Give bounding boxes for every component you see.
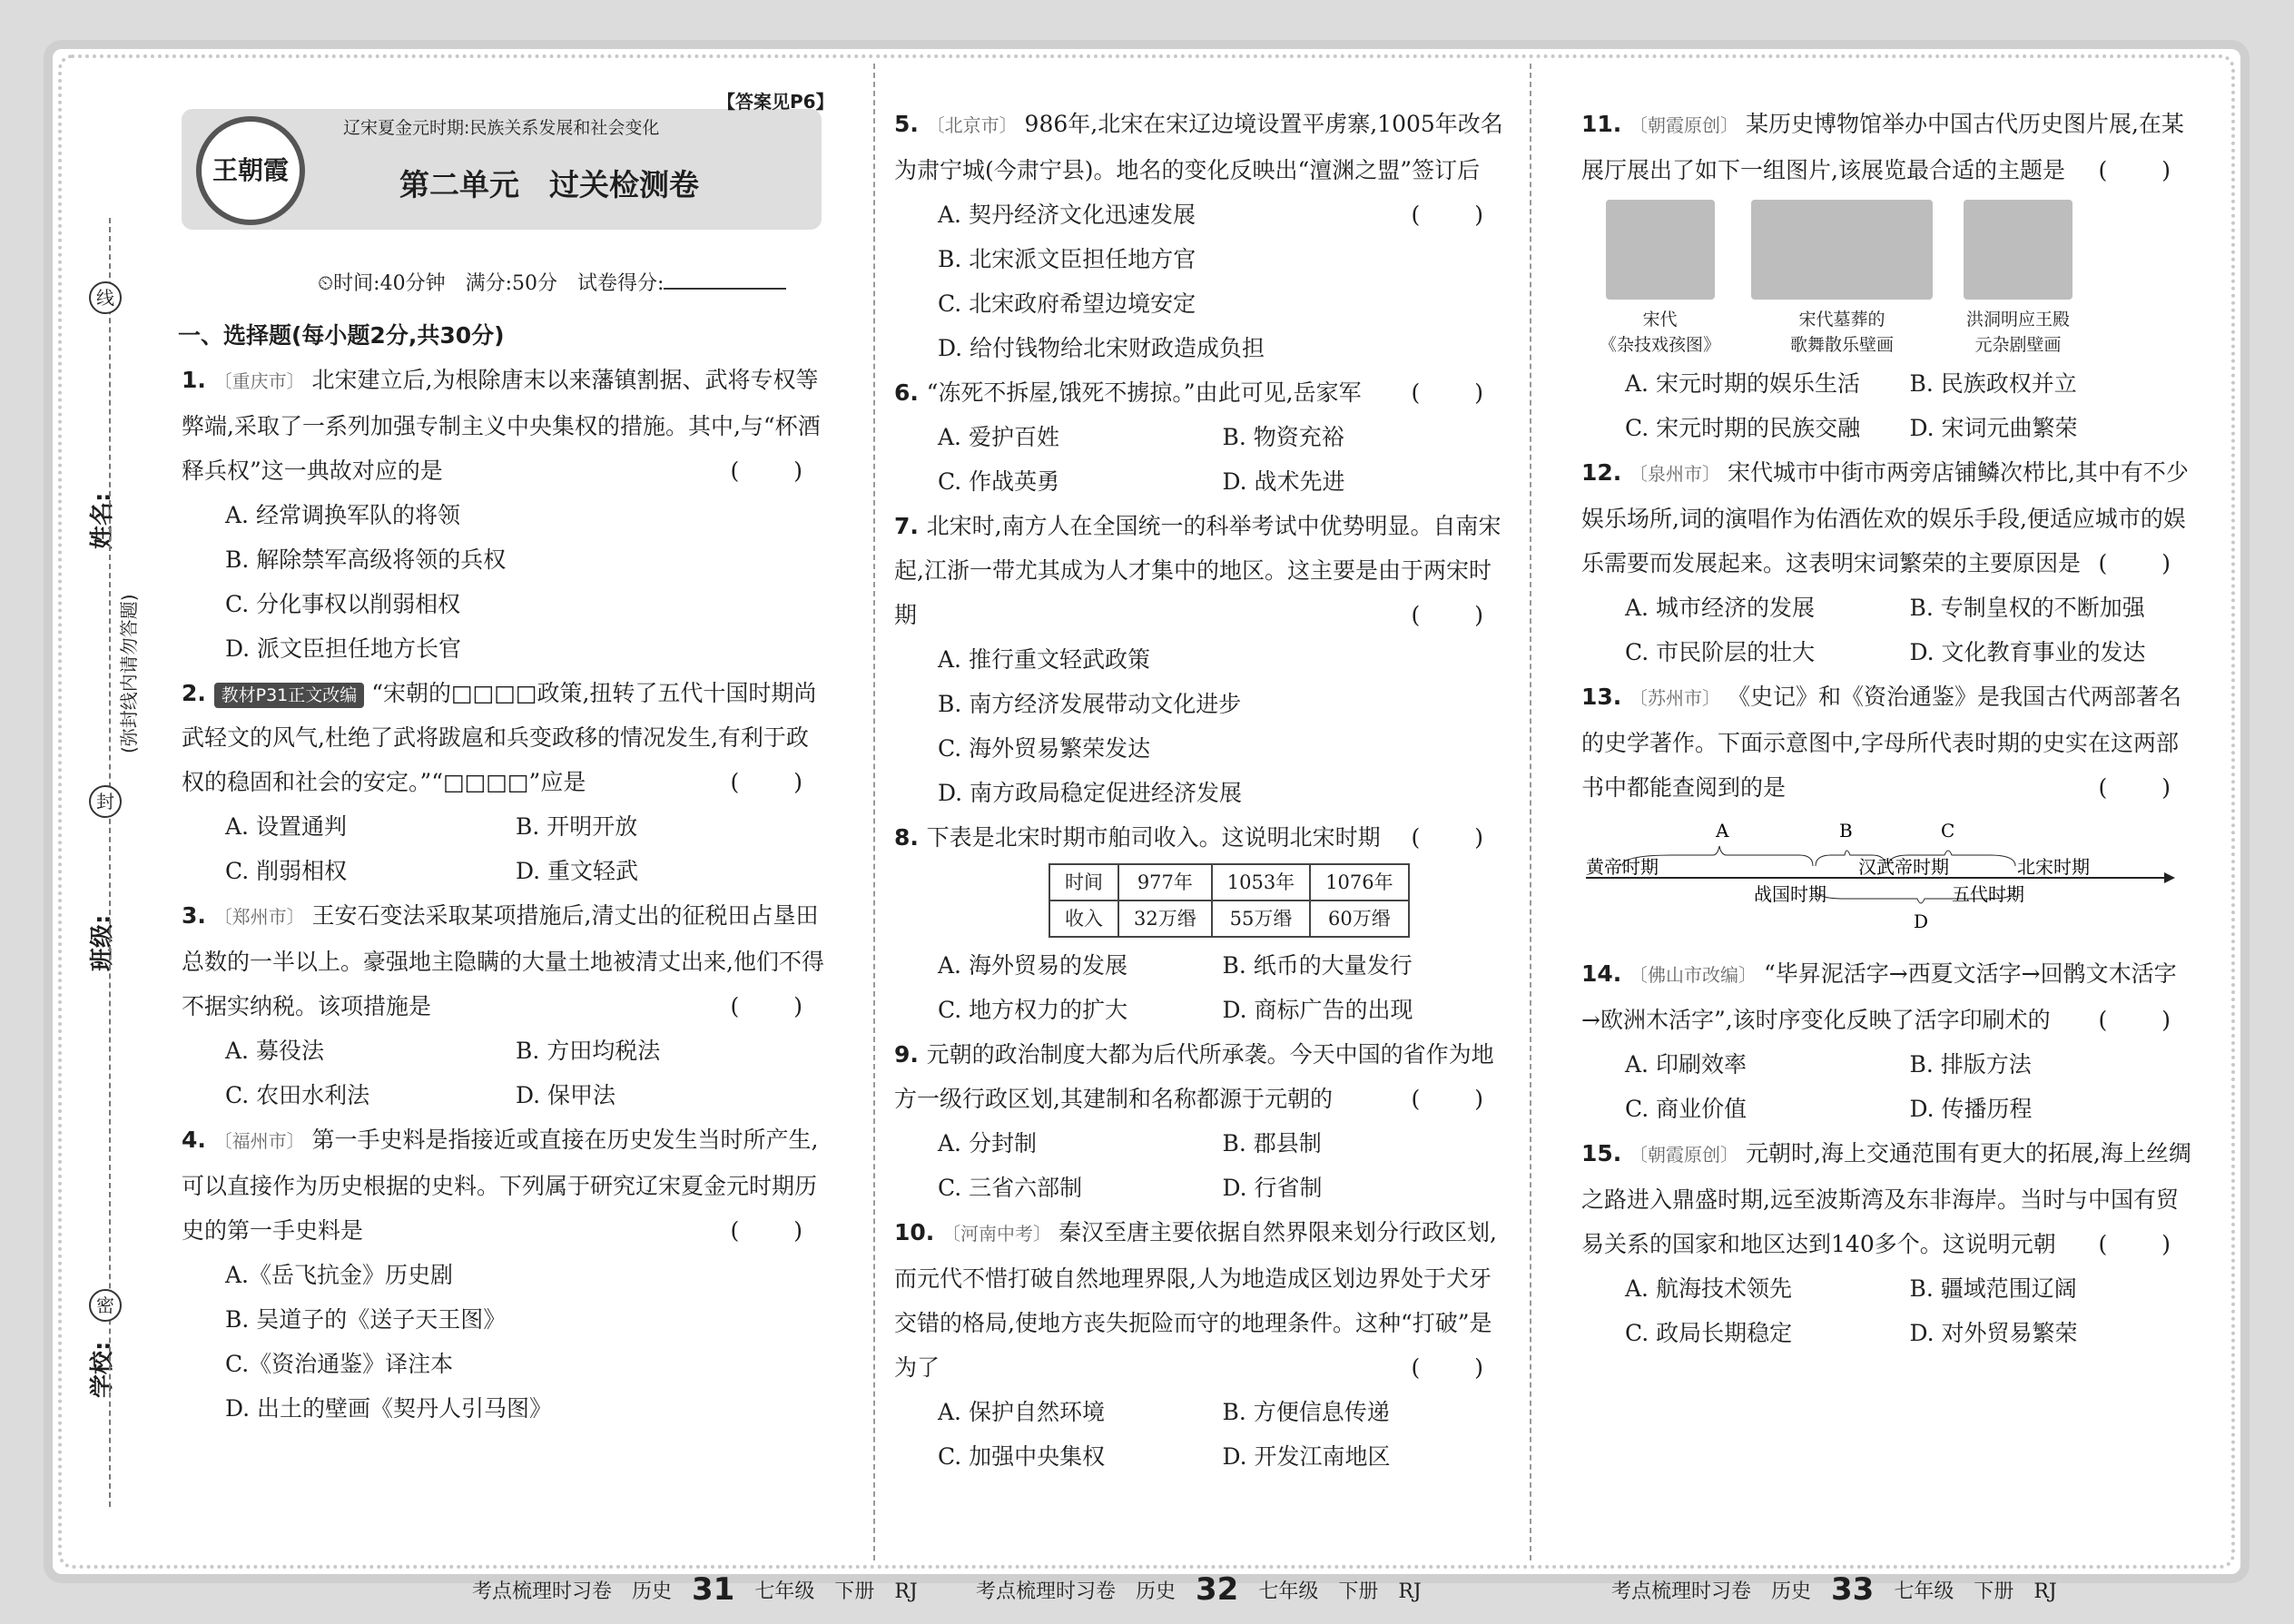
option-row	[894, 459, 1507, 504]
question-number: 6.	[894, 379, 927, 406]
option: A. 经常调换军队的将领	[225, 502, 460, 528]
question-10	[894, 1210, 1507, 1479]
label-d: D	[1914, 910, 1929, 932]
option: C. 海外贸易繁荣发达	[938, 735, 1151, 762]
mural-image	[1606, 200, 1715, 300]
option: C. 作战英勇	[938, 468, 1060, 495]
seal-char-line: 线	[89, 281, 122, 314]
option: A. 海外贸易的发展	[938, 952, 1127, 979]
question-number: 12.	[1581, 459, 1629, 486]
picture-caption-1: 宋代	[1642, 310, 1678, 330]
option: A. 航海技术领先	[1625, 1275, 1792, 1302]
arrow-head	[2164, 872, 2175, 883]
answer-bracket[interactable]: ( )	[2098, 550, 2194, 576]
option: B. 纸币的大量发行	[1222, 952, 1413, 979]
option-row	[894, 1121, 1507, 1166]
question-stem	[894, 504, 1507, 637]
logo-seal: 王朝霞	[196, 116, 305, 225]
question-5	[894, 102, 1507, 370]
question-9	[894, 1032, 1507, 1210]
question-text: 某历史博物馆举办中国古代历史图片展,在某展厅展出了如下一组图片,该展览最合适的主题是	[1581, 111, 2184, 183]
option: A. 爱护百姓	[938, 424, 1059, 450]
footer-page-32: 考点梳理时习卷 历史 32 七年级 下册 RJ	[976, 1571, 1422, 1608]
question-stem	[894, 1210, 1507, 1390]
option-row	[182, 849, 826, 893]
answer-bracket[interactable]: ( )	[1411, 824, 1507, 851]
option-row	[894, 988, 1507, 1032]
question-stem	[894, 370, 1507, 415]
name-label: 姓名:	[89, 492, 116, 549]
option: D. 派文臣担任地方长官	[225, 635, 462, 662]
school-label: 学校:	[89, 1341, 116, 1398]
option: A. 契丹经济文化迅速发展	[938, 202, 1196, 228]
question-3	[182, 893, 826, 1117]
question-source: 〔福州市〕	[213, 1130, 305, 1152]
question-source: 〔河南中考〕	[942, 1223, 1051, 1245]
picture-caption-2: 元杂剧壁画	[1974, 335, 2062, 355]
picture-caption-2: 歌舞散乐壁画	[1790, 335, 1895, 355]
option-row	[1581, 1087, 2194, 1131]
option-row	[182, 1029, 826, 1073]
picture-caption-2: 《杂技戏孩图》	[1600, 335, 1721, 355]
option: D. 重文轻武	[516, 858, 639, 884]
clock-icon: ⏲	[318, 272, 334, 295]
option: B. 疆域范围辽阔	[1909, 1275, 2077, 1302]
question-text: 宋代城市中街市两旁店铺鳞次栉比,其中有不少娱乐场所,词的演唱作为佑酒佐欢的娱乐手段,便适应城市的娱乐需要而发展起来。这表明宋词繁荣的主要原因是	[1581, 459, 2189, 576]
question-source: 〔北京市〕	[926, 114, 1018, 136]
picture-caption-1: 洪洞明应王殿	[1966, 310, 2071, 330]
question-number: 9.	[894, 1041, 927, 1068]
option: D. 南方政局稳定促进经济发展	[938, 780, 1243, 806]
question-stem	[182, 1117, 826, 1253]
question-stem	[894, 1032, 1507, 1121]
option-row	[894, 943, 1507, 988]
seal-char-secret: 密	[89, 1289, 122, 1322]
question-number: 10.	[894, 1219, 942, 1245]
question-number: 8.	[894, 824, 927, 851]
answer-bracket[interactable]: ( )	[2098, 157, 2194, 183]
option-row	[1581, 586, 2194, 630]
answer-bracket[interactable]: ( )	[1411, 202, 1507, 228]
option: D. 传播历程	[1909, 1096, 2033, 1122]
question-number: 13.	[1581, 684, 1629, 710]
option: B. 排版方法	[1909, 1051, 2032, 1078]
mural-image	[1964, 200, 2072, 300]
question-text: 元朝的政治制度大都为后代所承袭。今天中国的省作为地方一级行政区划,其建制和名称都源于元朝的	[894, 1041, 1494, 1112]
option: A. 城市经济的发展	[1625, 595, 1815, 621]
income-table	[1049, 863, 1410, 938]
option: C.《资治通鉴》译注本	[225, 1351, 454, 1377]
question-stem	[1581, 450, 2194, 586]
question-text: 《史记》和《资治通鉴》是我国古代两部著名的史学著作。下面示意图中,字母所代表时期的史实在这两部书中都能查阅到的是	[1581, 684, 2181, 801]
option: D. 行省制	[1222, 1175, 1323, 1201]
question-12	[1581, 450, 2194, 674]
option-row	[1581, 1266, 2194, 1311]
question-stem	[182, 358, 826, 493]
answer-bracket[interactable]: ( )	[1411, 1086, 1507, 1112]
option: B. 方田均税法	[516, 1038, 661, 1064]
question-stem	[1581, 102, 2194, 192]
question-15	[1581, 1131, 2194, 1355]
option-row	[1581, 361, 2194, 406]
option: B. 郡县制	[1222, 1130, 1322, 1156]
question-text: 秦汉至唐主要依据自然界限来划分行政区划,而元代不惜打破自然地理界限,人为地造成区划边界处于犬牙交错的格局,使地方丧失扼险而守的地理条件。这种“打破”是为了	[894, 1219, 1497, 1381]
question-number: 1.	[182, 367, 214, 393]
option: A. 宋元时期的娱乐生活	[1625, 370, 1860, 397]
option: C. 市民阶层的壮大	[1625, 639, 1816, 665]
option: D. 对外贸易繁荣	[1909, 1320, 2078, 1346]
option: C. 宋元时期的民族交融	[1625, 415, 1861, 441]
option-row	[1581, 1311, 2194, 1355]
question-text: 王安石变法采取某项措施后,清丈出的征税田占垦田总数的一半以上。豪强地主隐瞒的大量土地被清丈出来,他们不得不据实纳税。该项措施是	[182, 902, 824, 1019]
option: B. 开明开放	[516, 813, 638, 840]
question-4	[182, 1117, 826, 1431]
option-row	[1581, 630, 2194, 674]
question-text: 986年,北宋在宋辽边境设置平虏寨,1005年改名为肃宁城(今肃宁县)。地名的变化反映出“澶渊之盟”签订后	[894, 111, 1503, 183]
option: B. 民族政权并立	[1909, 370, 2077, 397]
option: D. 给付钱物给北宋财政造成负担	[938, 335, 1265, 361]
question-stem	[1581, 674, 2194, 810]
tick-label: 北宋时期	[2017, 856, 2090, 878]
option: B. 物资充裕	[1222, 424, 1344, 450]
picture-1	[1600, 200, 1720, 358]
table-cell: 收入	[1049, 901, 1118, 937]
option: B. 方便信息传递	[1222, 1399, 1390, 1425]
tick-label: 汉武帝时期	[1858, 856, 1949, 878]
option: C. 削弱相权	[225, 858, 348, 884]
option: C. 政局长期稳定	[1625, 1320, 1793, 1346]
option: C. 地方权力的扩大	[938, 997, 1128, 1023]
column-2	[894, 102, 1507, 1479]
option-row	[182, 1073, 826, 1117]
footer-page-33: 考点梳理时习卷 历史 33 七年级 下册 RJ	[1611, 1571, 2057, 1608]
option: B. 吴道子的《送子天王图》	[225, 1306, 507, 1333]
table-cell: 1053年	[1212, 864, 1310, 901]
option: C. 农田水利法	[225, 1082, 370, 1108]
option-row	[894, 1390, 1507, 1434]
option: B. 北宋派文臣担任地方官	[938, 246, 1196, 272]
question-text: 下表是北宋时期市舶司收入。这说明北宋时期	[926, 824, 1381, 851]
answer-bracket[interactable]: ( )	[730, 1217, 826, 1244]
question-source: 〔朝霞原创〕	[1629, 114, 1738, 136]
question-11	[1581, 102, 2194, 450]
column-1	[178, 313, 826, 1431]
option: B. 南方经济发展带动文化进步	[938, 691, 1242, 717]
question-number: 14.	[1581, 960, 1629, 987]
option: C. 加强中央集权	[938, 1443, 1106, 1470]
question-source: 〔苏州市〕	[1629, 687, 1720, 709]
answer-bracket[interactable]: ( )	[1411, 602, 1507, 628]
question-13	[1581, 674, 2194, 951]
question-source: 〔佛山市改编〕	[1629, 964, 1757, 986]
question-7	[894, 504, 1507, 815]
option-row	[894, 415, 1507, 459]
option: B. 专制皇权的不断加强	[1909, 595, 2145, 621]
picture-3	[1964, 200, 2072, 358]
option: A. 保护自然环境	[938, 1399, 1105, 1425]
option: D. 文化教育事业的发达	[1909, 639, 2146, 665]
question-number: 7.	[894, 513, 927, 539]
option: C. 北宋政府希望边境安定	[938, 290, 1196, 317]
page-title: 第二单元 过关检测卷	[399, 167, 699, 202]
question-source: 〔郑州市〕	[213, 906, 305, 928]
question-text: “冻死不拆屋,饿死不掳掠。”由此可见,岳家军	[926, 379, 1362, 406]
label-a: A	[1716, 820, 1729, 842]
answer-bracket[interactable]: ( )	[1411, 379, 1507, 406]
question-8	[894, 815, 1507, 1032]
option: A. 分封制	[938, 1130, 1037, 1156]
answer-ref: 【答案见P6】	[717, 91, 834, 113]
column-divider-1	[873, 64, 875, 1560]
class-label: 班级:	[89, 914, 116, 971]
question-text: “宋朝的□□□□政策,扭转了五代十国时期尚武轻文的风气,杜绝了武将跋扈和兵变政移的情况发生,有利于政权的稳固和社会的安定。”“□□□□”应是	[182, 680, 817, 795]
label-c: C	[1941, 820, 1955, 842]
option-row	[894, 1166, 1507, 1210]
label-b: B	[1839, 820, 1853, 842]
question-stem	[182, 893, 826, 1029]
picture-2	[1751, 200, 1933, 358]
table-cell: 60万缗	[1310, 901, 1408, 937]
answer-bracket[interactable]: ( )	[2098, 1007, 2194, 1033]
question-text: “毕昇泥活字→西夏文活字→回鹘文木活字→欧洲木活字”,该时序变化反映了活字印刷术的	[1581, 960, 2177, 1033]
option: B. 解除禁军高级将领的兵权	[225, 546, 507, 573]
answer-bracket[interactable]: ( )	[2098, 774, 2194, 801]
table-row	[1049, 901, 1409, 937]
option: A. 募役法	[225, 1038, 324, 1064]
option: D. 宋词元曲繁荣	[1909, 415, 2078, 441]
option: A. 印刷效率	[1625, 1051, 1747, 1078]
option: D. 战术先进	[1222, 468, 1345, 495]
tick-label: 黄帝时期	[1586, 856, 1659, 878]
table-cell: 32万缗	[1118, 901, 1212, 937]
question-text: 北宋时,南方人在全国统一的科举考试中优势明显。自南宋起,江浙一带尤其成为人才集中的地区。这主要是由于两宋时期	[894, 513, 1501, 628]
question-number: 3.	[182, 902, 214, 929]
picture-row	[1600, 200, 2194, 358]
footer-page-31: 考点梳理时习卷 历史 31 七年级 下册 RJ	[472, 1571, 918, 1608]
answer-bracket[interactable]: ( )	[1411, 1354, 1507, 1381]
answer-bracket[interactable]: ( )	[2098, 1231, 2194, 1257]
table-cell: 时间	[1049, 864, 1118, 901]
question-source: 〔泉州市〕	[1629, 463, 1720, 485]
answer-bracket[interactable]: ( )	[730, 458, 826, 484]
answer-bracket[interactable]: ( )	[730, 769, 826, 795]
seal-char-seal: 封	[89, 785, 122, 818]
question-2	[182, 671, 826, 893]
option: D. 开发江南地区	[1222, 1443, 1391, 1470]
option: C. 三省六部制	[938, 1175, 1083, 1201]
question-source: 〔重庆市〕	[213, 370, 305, 392]
question-text: 北宋建立后,为根除唐末以来藩镇割据、武将专权等弊端,采取了一系列加强专制主义中央集权的措施。其中,与“杯酒释兵权”这一典故对应的是	[182, 367, 821, 484]
table-row	[1049, 864, 1409, 901]
option: D. 商标广告的出现	[1222, 997, 1413, 1023]
option: A.《岳飞抗金》历史剧	[225, 1262, 454, 1288]
option-row	[1581, 406, 2194, 450]
column-divider-2	[1530, 64, 1531, 1560]
option-row	[1581, 1042, 2194, 1087]
question-text: 第一手史料是指接近或直接在历史发生当时所产生,可以直接作为历史根据的史料。下列属于研究辽宋夏金元时期历史的第一手史料是	[182, 1127, 819, 1244]
table-cell: 55万缗	[1212, 901, 1310, 937]
option: C. 商业价值	[1625, 1096, 1748, 1122]
question-number: 15.	[1581, 1140, 1629, 1166]
seal-note: (弥封线内请勿答题)	[118, 594, 140, 753]
question-number: 2.	[182, 680, 214, 706]
option: D. 出土的壁画《契丹人引马图》	[225, 1395, 553, 1422]
answer-bracket[interactable]: ( )	[730, 993, 826, 1019]
option: C. 分化事权以削弱相权	[225, 591, 461, 617]
question-6	[894, 370, 1507, 504]
table-cell: 1076年	[1310, 864, 1408, 901]
tick-label: 五代时期	[1952, 883, 2024, 905]
question-number: 4.	[182, 1127, 214, 1153]
timeline-diagram	[1581, 810, 2181, 937]
option: A. 设置通判	[225, 813, 347, 840]
unit-subtitle: 辽宋夏金元时期:民族关系发展和社会变化	[343, 118, 660, 138]
option: D. 保甲法	[516, 1082, 616, 1108]
question-14	[1581, 951, 2194, 1131]
question-stem	[182, 671, 826, 804]
option-row	[894, 1434, 1507, 1479]
question-number: 5.	[894, 111, 927, 137]
option-row	[182, 804, 826, 849]
mural-image	[1751, 200, 1933, 300]
question-number: 11.	[1581, 111, 1629, 137]
picture-caption-1: 宋代墓葬的	[1798, 310, 1885, 330]
column-3	[1581, 102, 2194, 1355]
section-heading: 一、选择题(每小题2分,共30分)	[178, 322, 505, 349]
question-stem	[1581, 951, 2194, 1042]
question-source: 〔朝霞原创〕	[1629, 1144, 1738, 1166]
textbook-tag: 教材P31正文改编	[214, 683, 365, 708]
question-stem	[894, 815, 1507, 860]
question-stem	[1581, 1131, 2194, 1266]
question-1	[182, 358, 826, 671]
tick-label: 战国时期	[1754, 883, 1826, 905]
option: A. 推行重文轻武政策	[938, 646, 1150, 673]
table-cell: 977年	[1118, 864, 1212, 901]
question-text: 元朝时,海上交通范围有更大的拓展,海上丝绸之路进入鼎盛时期,远至波斯湾及东非海岸。当时与中国有贸易关系的国家和地区达到140多个。这说明元朝	[1581, 1140, 2191, 1257]
exam-meta: ⏲时间:40分钟 满分:50分 试卷得分:	[318, 268, 786, 296]
